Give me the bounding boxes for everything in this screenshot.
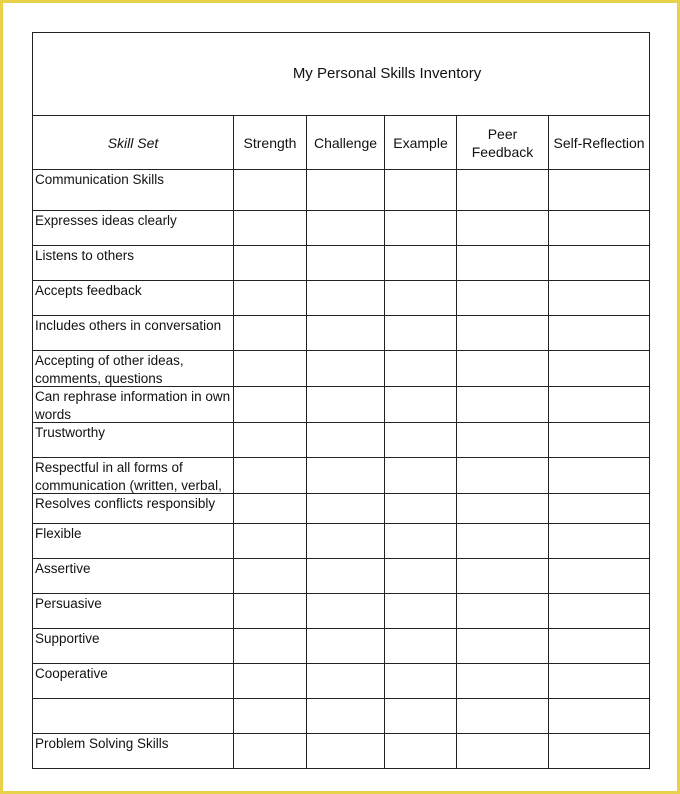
rating-cell[interactable] [457, 594, 549, 629]
skill-name-cell [33, 211, 234, 246]
rating-cell[interactable] [457, 211, 549, 246]
rating-cell[interactable] [307, 387, 385, 423]
rating-cell[interactable] [307, 458, 385, 494]
skill-name: Resolves conflicts responsibly [35, 496, 216, 511]
skill-name: Expresses ideas clearly [35, 213, 177, 228]
rating-cell[interactable] [549, 664, 650, 699]
rating-cell[interactable] [234, 170, 307, 211]
rating-cell[interactable] [385, 316, 457, 351]
skill-name: Includes others in conversation [35, 318, 222, 333]
table-row [33, 170, 650, 211]
skill-name: Cooperative [35, 666, 108, 681]
header-strength: Strength [234, 116, 307, 170]
rating-cell[interactable] [457, 734, 549, 769]
header-challenge: Challenge [307, 116, 385, 170]
skill-name: Communication Skills [35, 172, 165, 187]
rating-cell[interactable] [385, 629, 457, 664]
rating-cell[interactable] [549, 734, 650, 769]
table-row [33, 281, 650, 316]
rating-cell[interactable] [549, 246, 650, 281]
rating-cell[interactable] [234, 387, 307, 423]
skill-name: Assertive [35, 561, 91, 576]
rating-cell[interactable] [307, 351, 385, 387]
skill-rows [33, 170, 650, 769]
table-row [33, 699, 650, 734]
rating-cell[interactable] [307, 699, 385, 734]
rating-cell[interactable] [307, 246, 385, 281]
rating-cell[interactable] [234, 524, 307, 559]
rating-cell[interactable] [549, 594, 650, 629]
rating-cell[interactable] [234, 594, 307, 629]
rating-cell[interactable] [307, 281, 385, 316]
rating-cell[interactable] [549, 351, 650, 387]
skill-name-cell [33, 281, 234, 316]
rating-cell[interactable] [307, 629, 385, 664]
title-row [33, 33, 650, 116]
rating-cell[interactable] [549, 458, 650, 494]
table-row [33, 734, 650, 769]
rating-cell[interactable] [385, 524, 457, 559]
rating-cell[interactable] [385, 211, 457, 246]
rating-cell[interactable] [234, 281, 307, 316]
skill-name: Listens to others [35, 248, 135, 263]
rating-cell[interactable] [385, 458, 457, 494]
skill-name-cell [33, 316, 234, 351]
rating-cell[interactable] [234, 699, 307, 734]
rating-cell[interactable] [457, 170, 549, 211]
table-row [33, 594, 650, 629]
table-row [33, 423, 650, 458]
table-row [33, 524, 650, 559]
rating-cell[interactable] [457, 387, 549, 423]
rating-cell[interactable] [385, 170, 457, 211]
page-title: My Personal Skills Inventory [292, 64, 482, 82]
rating-cell[interactable] [385, 734, 457, 769]
rating-cell[interactable] [385, 699, 457, 734]
skill-name-cell [33, 351, 234, 387]
rating-cell[interactable] [234, 246, 307, 281]
table-row [33, 458, 650, 494]
skill-name-cell [33, 524, 234, 559]
rating-cell[interactable] [457, 316, 549, 351]
rating-cell[interactable] [457, 351, 549, 387]
table-row [33, 246, 650, 281]
rating-cell[interactable] [549, 524, 650, 559]
rating-cell[interactable] [457, 423, 549, 458]
skills-inventory-table [32, 32, 650, 769]
rating-cell[interactable] [457, 524, 549, 559]
rating-cell[interactable] [385, 387, 457, 423]
header-skill-set: Skill Set [33, 116, 234, 170]
table-row [33, 387, 650, 423]
rating-cell[interactable] [307, 524, 385, 559]
rating-cell[interactable] [385, 594, 457, 629]
skill-name: Can rephrase information in own words [35, 389, 231, 422]
rating-cell[interactable] [457, 559, 549, 594]
rating-cell[interactable] [234, 351, 307, 387]
rating-cell[interactable] [549, 170, 650, 211]
rating-cell[interactable] [549, 423, 650, 458]
skill-name: Respectful in all forms of communication (written, verbal, [35, 460, 222, 493]
rating-cell[interactable] [234, 316, 307, 351]
rating-cell[interactable] [549, 699, 650, 734]
rating-cell[interactable] [307, 594, 385, 629]
skill-name-cell [33, 246, 234, 281]
header-example: Example [385, 116, 457, 170]
header-row [33, 116, 650, 170]
table-row [33, 211, 650, 246]
rating-cell[interactable] [385, 664, 457, 699]
skill-name: Accepts feedback [35, 283, 142, 298]
skill-name: Problem Solving Skills [35, 736, 169, 751]
rating-cell[interactable] [549, 629, 650, 664]
skill-name: Flexible [35, 526, 82, 541]
skill-name: Supportive [35, 631, 100, 646]
rating-cell[interactable] [307, 170, 385, 211]
skill-name: Trustworthy [35, 425, 106, 440]
rating-cell[interactable] [234, 664, 307, 699]
rating-cell[interactable] [457, 458, 549, 494]
rating-cell[interactable] [385, 494, 457, 524]
rating-cell[interactable] [385, 246, 457, 281]
skill-name: Accepting of other ideas, comments, questions [35, 353, 184, 386]
table-row [33, 316, 650, 351]
table-row [33, 664, 650, 699]
table-row [33, 559, 650, 594]
skill-name-cell [33, 170, 234, 211]
title-cell [33, 33, 650, 116]
rating-cell[interactable] [385, 423, 457, 458]
rating-cell[interactable] [234, 629, 307, 664]
rating-cell[interactable] [549, 281, 650, 316]
skill-name-cell [33, 664, 234, 699]
table-row [33, 629, 650, 664]
rating-cell[interactable] [549, 494, 650, 524]
rating-cell[interactable] [457, 246, 549, 281]
rating-cell[interactable] [457, 699, 549, 734]
rating-cell[interactable] [234, 734, 307, 769]
rating-cell[interactable] [549, 559, 650, 594]
rating-cell[interactable] [385, 351, 457, 387]
rating-cell[interactable] [457, 281, 549, 316]
rating-cell[interactable] [234, 559, 307, 594]
skill-name-cell [33, 423, 234, 458]
rating-cell[interactable] [385, 559, 457, 594]
skill-name-cell [33, 494, 234, 524]
rating-cell[interactable] [307, 211, 385, 246]
rating-cell[interactable] [457, 664, 549, 699]
skill-name-cell [33, 594, 234, 629]
rating-cell[interactable] [385, 281, 457, 316]
rating-cell[interactable] [234, 458, 307, 494]
table-row [33, 351, 650, 387]
rating-cell[interactable] [457, 494, 549, 524]
header-self-reflection: Self-Reflection [549, 116, 650, 170]
rating-cell[interactable] [234, 423, 307, 458]
rating-cell[interactable] [549, 211, 650, 246]
rating-cell[interactable] [307, 734, 385, 769]
skill-name: Persuasive [35, 596, 102, 611]
skill-name-cell [33, 387, 234, 423]
rating-cell[interactable] [307, 664, 385, 699]
skill-name-cell [33, 559, 234, 594]
rating-cell[interactable] [307, 559, 385, 594]
rating-cell[interactable] [307, 494, 385, 524]
skill-name-cell [33, 699, 234, 734]
rating-cell[interactable] [549, 316, 650, 351]
rating-cell[interactable] [307, 316, 385, 351]
rating-cell[interactable] [234, 494, 307, 524]
header-peer-feedback: Peer Feedback [457, 116, 549, 170]
table-row [33, 494, 650, 524]
rating-cell[interactable] [457, 629, 549, 664]
rating-cell[interactable] [549, 387, 650, 423]
skill-name-cell [33, 734, 234, 769]
skill-name-cell [33, 458, 234, 494]
skill-name-cell [33, 629, 234, 664]
rating-cell[interactable] [307, 423, 385, 458]
rating-cell[interactable] [234, 211, 307, 246]
